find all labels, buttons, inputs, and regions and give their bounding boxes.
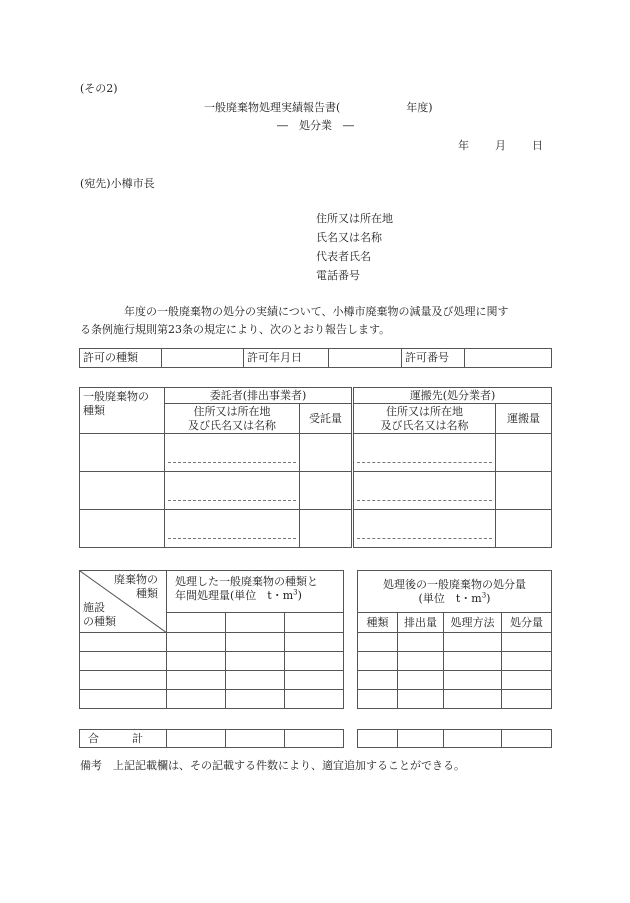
processed-col-1[interactable]: [167, 613, 226, 633]
after-cell[interactable]: [444, 690, 502, 709]
facility-cell[interactable]: [80, 652, 167, 671]
destination-address-header-line1: 住所又は所在地: [386, 404, 463, 418]
consignor-address-cell[interactable]: [165, 434, 300, 472]
col-discharge-header: 排出量: [398, 613, 444, 633]
facility-cell[interactable]: [80, 690, 167, 709]
table-row: [358, 633, 552, 652]
table-row: [80, 671, 344, 690]
after-cell[interactable]: [444, 671, 502, 690]
total-cell[interactable]: [502, 730, 552, 748]
facility-cell[interactable]: [80, 633, 167, 652]
consignor-address-header-line2: 及び氏名又は名称: [188, 418, 276, 432]
table-row: [358, 671, 552, 690]
col-disposal-header: 処分量: [502, 613, 552, 633]
received-amount-cell[interactable]: [300, 472, 352, 510]
processed-header-line1: 処理した一般廃棄物の種類と: [175, 575, 318, 588]
total-cell[interactable]: [167, 730, 226, 748]
processed-cell[interactable]: [226, 671, 285, 690]
processed-cell[interactable]: [285, 633, 344, 652]
date-month-label: 月: [495, 139, 506, 152]
table-row: [80, 690, 344, 709]
date-day-label: 日: [532, 139, 543, 152]
transport-amount-cell[interactable]: [496, 472, 552, 510]
after-cell[interactable]: [502, 671, 552, 690]
diag-facility-line1: 施設: [83, 601, 105, 614]
consignment-table: [79, 387, 552, 548]
report-title: 一般廃棄物処理実績報告書( 年度): [204, 101, 433, 114]
after-processing-table: [357, 570, 552, 709]
processed-cell[interactable]: [167, 633, 226, 652]
processed-header: [167, 571, 344, 613]
processed-cell[interactable]: [285, 671, 344, 690]
consignor-address-header: [165, 404, 300, 434]
total-row-right: [357, 729, 552, 748]
table-row: [358, 652, 552, 671]
after-cell[interactable]: [398, 671, 444, 690]
table-row: [358, 690, 552, 709]
diag-waste-line2: 種類: [136, 587, 158, 600]
transport-amount-cell[interactable]: [496, 510, 552, 548]
processed-cell[interactable]: [226, 633, 285, 652]
after-unit-close: ): [486, 591, 491, 605]
report-subtitle: ― 処分業 ―: [277, 119, 354, 132]
permit-type-field[interactable]: [162, 349, 244, 368]
received-amount-header: 受託量: [300, 404, 352, 434]
after-cell[interactable]: [398, 690, 444, 709]
total-row-left: [79, 729, 344, 748]
processed-cell[interactable]: [226, 652, 285, 671]
applicant-phone-label: 電話番号: [316, 269, 360, 282]
diag-facility-line2: の種類: [83, 615, 116, 628]
processed-table: [79, 570, 344, 709]
table-row: [80, 472, 552, 510]
col-method-header: 処理方法: [444, 613, 502, 633]
consignor-address-cell[interactable]: [165, 510, 300, 548]
diagonal-header-cell: [80, 571, 167, 633]
after-cell[interactable]: [358, 671, 398, 690]
after-cell[interactable]: [502, 633, 552, 652]
permit-type-label: 許可の種類: [80, 349, 162, 368]
total-label: 合 計: [80, 730, 167, 748]
total-cell[interactable]: [358, 730, 398, 748]
waste-type-cell[interactable]: [80, 472, 165, 510]
applicant-address-label: 住所又は所在地: [316, 212, 393, 225]
facility-cell[interactable]: [80, 671, 167, 690]
processed-cell[interactable]: [226, 690, 285, 709]
destination-address-cell[interactable]: [354, 434, 496, 472]
destination-address-header: [354, 404, 496, 434]
waste-type-header-line1: 一般廃棄物の: [83, 390, 149, 403]
waste-type-cell[interactable]: [80, 510, 165, 548]
total-cell[interactable]: [226, 730, 285, 748]
table-row: [80, 633, 344, 652]
transport-amount-cell[interactable]: [496, 434, 552, 472]
processed-cell[interactable]: [285, 652, 344, 671]
processed-unit-close: ): [297, 588, 302, 602]
applicant-name-label: 氏名又は名称: [316, 231, 382, 244]
after-cell[interactable]: [444, 652, 502, 671]
waste-type-header-line2: 種類: [83, 403, 105, 417]
total-cell[interactable]: [444, 730, 502, 748]
consignor-address-cell[interactable]: [165, 472, 300, 510]
body-text-line2: る条例施行規則第23条の規定により、次のとおり報告します。: [80, 323, 391, 336]
processed-cell[interactable]: [167, 652, 226, 671]
after-cell[interactable]: [358, 633, 398, 652]
received-amount-cell[interactable]: [300, 434, 352, 472]
after-cell[interactable]: [358, 690, 398, 709]
processed-cell[interactable]: [167, 671, 226, 690]
permit-table: [79, 348, 552, 368]
processed-unit-sup: 3: [293, 588, 298, 597]
after-cell[interactable]: [398, 633, 444, 652]
processed-cell[interactable]: [167, 690, 226, 709]
after-cell[interactable]: [398, 652, 444, 671]
received-amount-cell[interactable]: [300, 510, 352, 548]
permit-date-label: 許可年月日: [244, 349, 329, 368]
destination-header: 運搬先(処分業者): [354, 388, 552, 404]
after-unit-sup: 3: [481, 590, 487, 599]
permit-number-field[interactable]: [465, 349, 552, 368]
total-cell[interactable]: [398, 730, 444, 748]
date-year-label: 年: [458, 139, 469, 152]
destination-address-cell[interactable]: [354, 510, 496, 548]
after-header-line2: (単位 t・m: [418, 591, 482, 605]
permit-number-label: 許可番号: [402, 349, 465, 368]
applicant-representative-label: 代表者氏名: [316, 250, 371, 263]
body-text-line1: 年度の一般廃棄物の処分の実績について、小樽市廃棄物の減量及び処理に関す: [124, 305, 509, 318]
after-cell[interactable]: [358, 652, 398, 671]
consignor-address-header-line1: 住所又は所在地: [193, 404, 271, 418]
after-processing-header: [358, 571, 552, 613]
destination-address-cell[interactable]: [354, 472, 496, 510]
after-cell[interactable]: [502, 690, 552, 709]
table-row: [80, 434, 552, 472]
processed-header-line2: 年間処理量(単位 t・m: [175, 588, 294, 602]
permit-date-field[interactable]: [329, 349, 402, 368]
table-row: [80, 652, 344, 671]
processed-col-2[interactable]: [226, 613, 285, 633]
waste-type-header: [80, 388, 165, 434]
consignor-header: 委託者(排出事業者): [165, 388, 352, 404]
after-cell[interactable]: [502, 652, 552, 671]
after-cell[interactable]: [444, 633, 502, 652]
transport-amount-header: 運搬量: [496, 404, 552, 434]
destination-address-header-line2: 及び氏名又は名称: [380, 418, 469, 432]
remarks: 備考 上記記載欄は、その記載する件数により、適宜追加することができる。: [80, 759, 465, 772]
processed-cell[interactable]: [285, 690, 344, 709]
diag-waste-line1: 廃棄物の: [114, 573, 158, 586]
col-type-header: 種類: [358, 613, 398, 633]
table-row: [80, 510, 552, 548]
waste-type-cell[interactable]: [80, 434, 165, 472]
form-number: (その2): [80, 82, 118, 95]
total-cell[interactable]: [285, 730, 344, 748]
processed-col-3[interactable]: [285, 613, 344, 633]
addressee: (宛先)小樽市長: [80, 177, 155, 190]
after-header-line1: 処理後の一般廃棄物の処分量: [383, 577, 526, 591]
